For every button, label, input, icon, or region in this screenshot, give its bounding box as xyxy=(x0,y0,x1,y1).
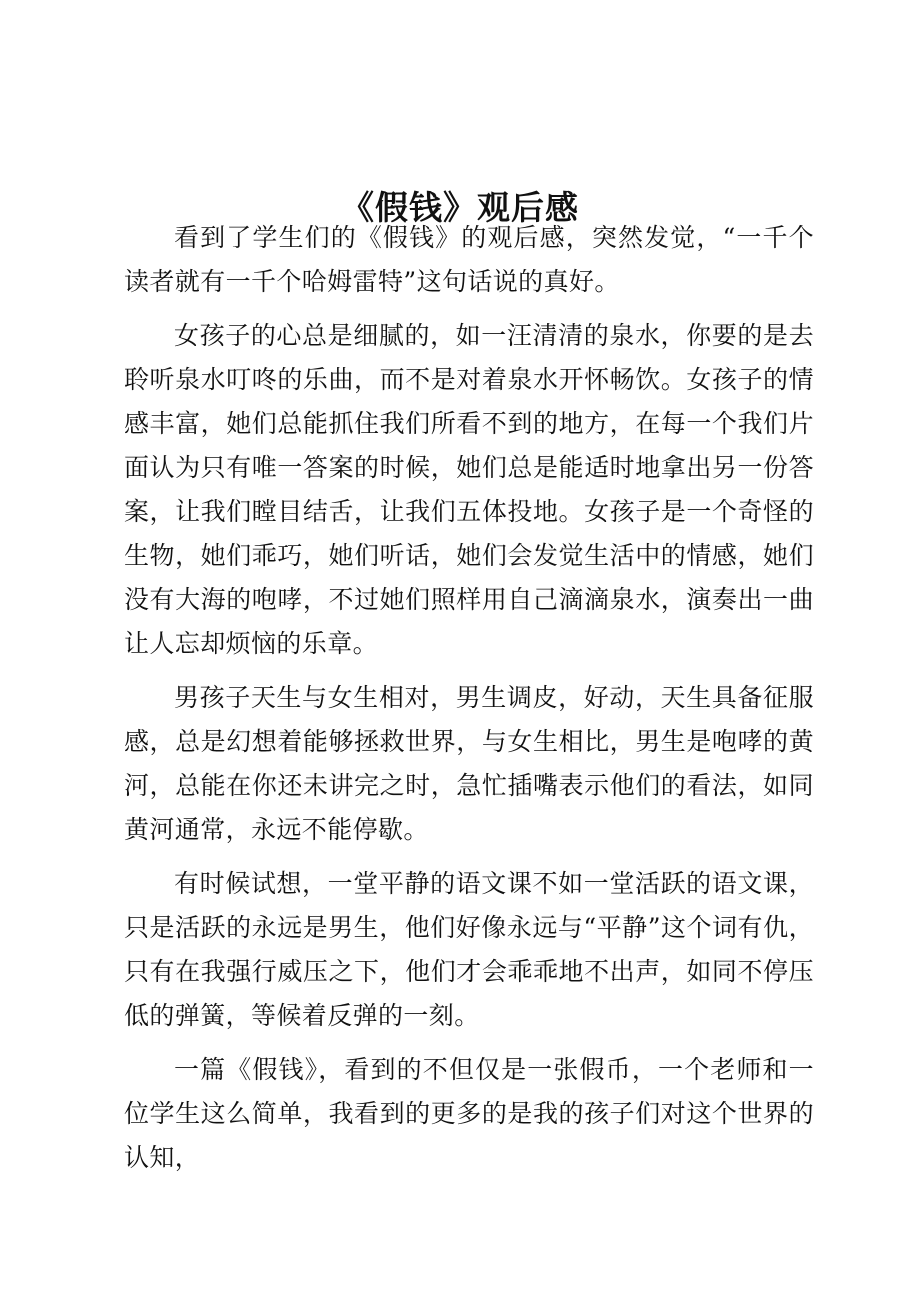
paragraph-gap xyxy=(124,666,814,676)
paragraph-3: 男孩子天生与女生相对，男生调皮，好动，天生具备征服感，总是幻想着能够拯救世界，与女生相比，男生是咆哮的黄河，总能在你还未讲完之时，急忙插嘴表示他们的看法，如同黄河通常，永远不能停歇。 xyxy=(124,683,814,844)
paragraph-5: 一篇《假钱》，看到的不但仅是一张假币，一个老师和一位学生这么简单，我看到的更多的是我的孩子们对这个世界的认知， xyxy=(124,1055,814,1172)
paragraph-4: 有时候试想，一堂平静的语文课不如一堂活跃的语文课，只是活跃的永远是男生，他们好像永远与“平静”这个词有仇，只有在我强行威压之下，他们才会乖乖地不出声，如同不停压低的弹簧，等候着反弹的一刻。 xyxy=(124,869,814,1030)
document-body xyxy=(124,216,814,1180)
document-title: 《假钱》观后感 xyxy=(341,188,579,228)
paragraph-gap xyxy=(124,852,814,862)
paragraph-1: 看到了学生们的《假钱》的观后感，突然发觉，“一千个读者就有一千个哈姆雷特”这句话说的真好。 xyxy=(124,223,814,296)
paragraph-gap xyxy=(124,304,814,314)
paragraph-2: 女孩子的心总是细腻的，如一汪清清的泉水，你要的是去聆听泉水叮咚的乐曲，而不是对着泉水开怀畅饮。女孩子的情感丰富，她们总能抓住我们所看不到的地方，在每一个我们片面认为只有唯一答案的时候，她们总是能适时地拿出另一份答案，让我们瞠目结舌，让我们五体投地。女孩子是一个奇怪的生物，她们乖巧，她们听话，她们会发觉生活中的情感，她们没有大海的咆哮，不过她们照样用自己滴滴泉水，演奏出一曲让人忘却烦恼的乐章。 xyxy=(124,321,814,658)
paragraph-gap xyxy=(124,1038,814,1048)
